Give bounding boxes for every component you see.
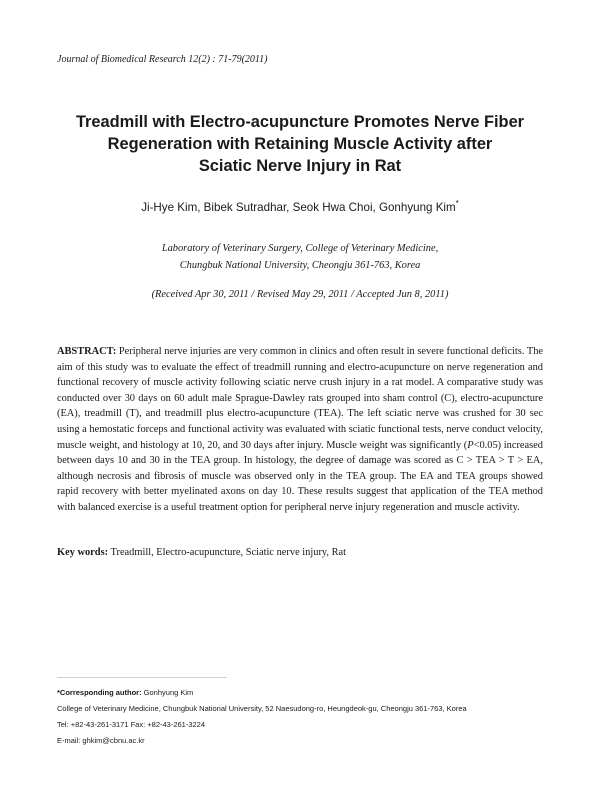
- corresponding-label: *Corresponding author:: [57, 688, 142, 697]
- abstract: [57, 344, 543, 516]
- abstract-p-symbol: P: [467, 439, 474, 451]
- footnote-divider: [57, 677, 227, 678]
- abstract-text-part2: <0.05) increased between days 10 and 30 in the TEA group. In histology, the degree of damage was scored as C > TEA > T > EA, although necrosis and fibrosis of muscle was observed only in the TEA group. The EA and TEA groups showed rapid recovery with better myelinated axons on day 10. These results suggest that application of the TEA method with balanced exercise is a useful treatment option for peripheral nerve injury regeneration and muscle activity.: [57, 439, 543, 513]
- paper-title: [40, 111, 560, 177]
- author-list: [40, 199, 560, 214]
- corresponding-author: [57, 685, 557, 701]
- corresponding-phone: Tel: +82-43-261-3171 Fax: +82-43-261-3224: [57, 720, 206, 729]
- affiliation-line-1: Laboratory of Veterinary Surgery, College of Veterinary Medicine,: [161, 243, 439, 254]
- title-line-2: Regeneration with Retaining Muscle Activity after: [107, 135, 493, 153]
- keywords-text: Treadmill, Electro-acupuncture, Sciatic nerve injury, Rat: [108, 547, 347, 558]
- footnote: [57, 685, 557, 749]
- affiliation: [40, 240, 560, 274]
- received-dates: (Received Apr 30, 2011 / Revised May 29, 2011 / Accepted Jun 8, 2011): [151, 289, 449, 300]
- corresponding-author-mark: *: [455, 199, 459, 208]
- title-line-3: Sciatic Nerve Injury in Rat: [198, 157, 402, 175]
- corresponding-email: E-mail: ghkim@cbnu.ac.kr: [57, 736, 145, 745]
- affiliation-line-2: Chungbuk National University, Cheongju 361-763, Korea: [179, 260, 421, 271]
- title-line-1: Treadmill with Electro-acupuncture Promotes Nerve Fiber: [75, 113, 525, 131]
- author-names: Ji-Hye Kim, Bibek Sutradhar, Seok Hwa Choi, Gonhyung Kim: [141, 200, 456, 214]
- keywords-label: Key words:: [57, 547, 109, 558]
- keywords: [57, 547, 543, 558]
- abstract-label: ABSTRACT:: [57, 346, 117, 357]
- abstract-text-part1: Peripheral nerve injuries are very common in clinics and often result in severe functional deficits. The aim of this study was to evaluate the effect of treadmill running and electro-acupuncture on nerve regeneration and functional recovery of muscle activity following sciatic nerve crush injury in a rat model. A comparative study was conducted over 30 days on 60 adult male Sprague-Dawley rats grouped into sham control (C), electro-acupuncture (EA), treadmill (T), and treadmill plus electro-acupuncture (TEA). The left sciatic nerve was crushed for 30 sec using a hemostatic forceps and functional activity was evaluated with sciatic functional tests, nerve conduct velocity, muscle weight, and histology at 10, 20, and 30 days after injury. Muscle weight was significantly (: [57, 346, 543, 451]
- corresponding-name: Gonhyung Kim: [141, 688, 194, 697]
- journal-citation: Journal of Biomedical Research 12(2) : 71-79(2011): [57, 54, 268, 65]
- corresponding-address: College of Veterinary Medicine, Chungbuk National University, 52 Naesudong-ro, Heungdeok-gu, Cheongju 361-763, Korea: [57, 704, 467, 713]
